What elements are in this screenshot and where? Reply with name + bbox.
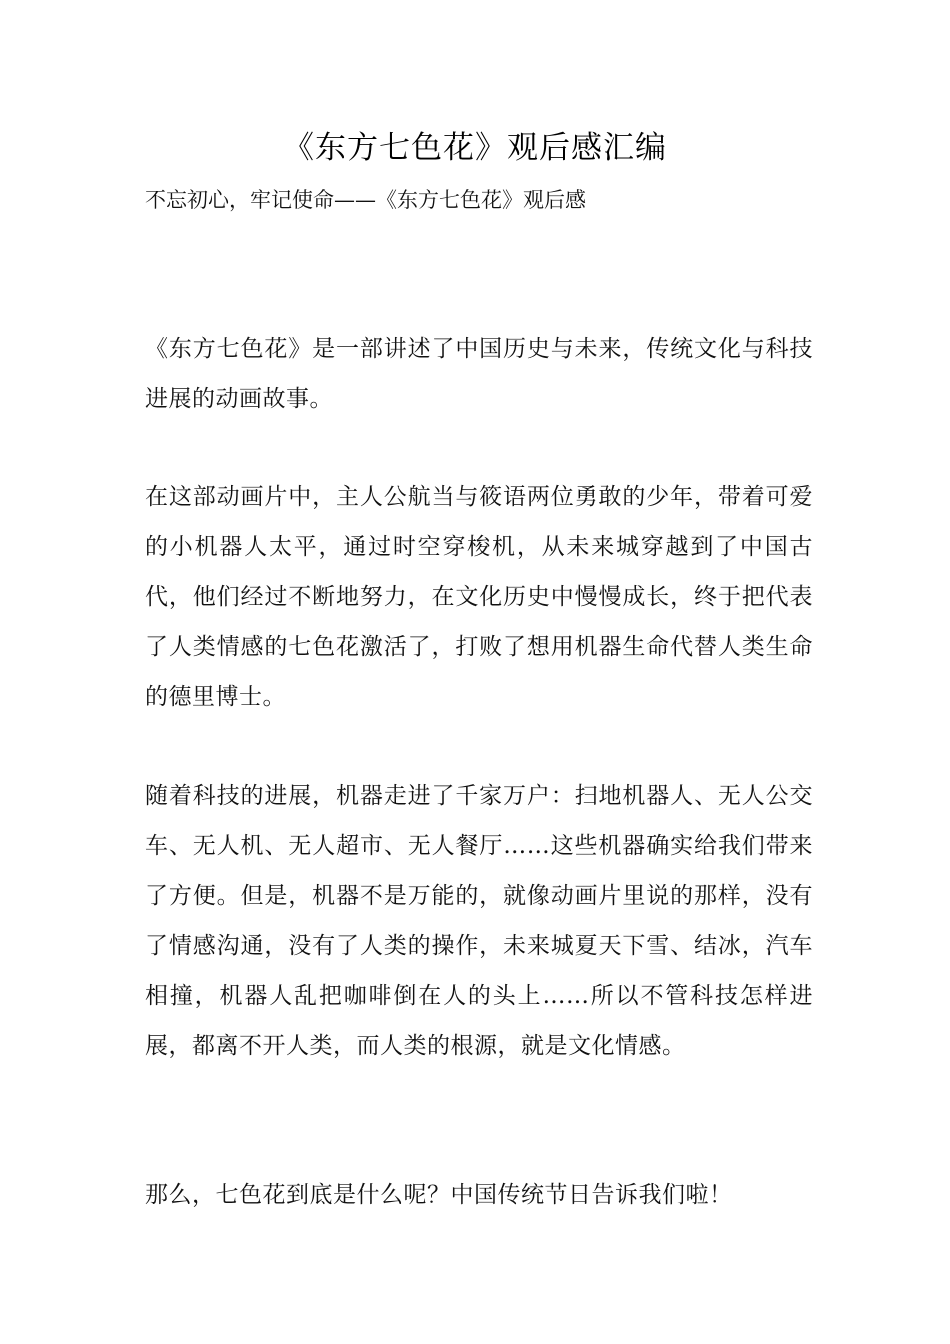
paragraph-1: 《东方七色花》是一部讲述了中国历史与未来，传统文化与科技进展的动画故事。 <box>145 336 813 412</box>
paragraph-3: 随着科技的进展，机器走进了千家万户：扫地机器人、无人公交车、无人机、无人超市、无人餐厅……这些机器确实给我们带来了方便。但是，机器不是万能的，就像动画片里说的那样，没有了情感沟通，没有了人类的操作，未来城夏天下雪、结冰，汽车相撞，机器人乱把咖啡倒在人的头上……所以不管科技怎样进展，都离不开人类，而人类的根源，就是文化情感。 <box>145 783 813 1059</box>
document-title: 《东方七色花》观后感汇编 <box>283 130 667 166</box>
paragraph-2: 在这部动画片中，主人公航当与筱语两位勇敢的少年，带着可爱的小机器人太平，通过时空穿梭机，从未来城穿越到了中国古代，他们经过不断地努力，在文化历史中慢慢成长，终于把代表了人类情感的七色花激活了，打败了想用机器生命代替人类生命的德里博士。 <box>145 484 813 710</box>
paragraph-4: 那么，七色花到底是什么呢？中国传统节日告诉我们啦！ <box>145 1182 733 1208</box>
document-subtitle: 不忘初心，牢记使命——《东方七色花》观后感 <box>145 188 586 212</box>
